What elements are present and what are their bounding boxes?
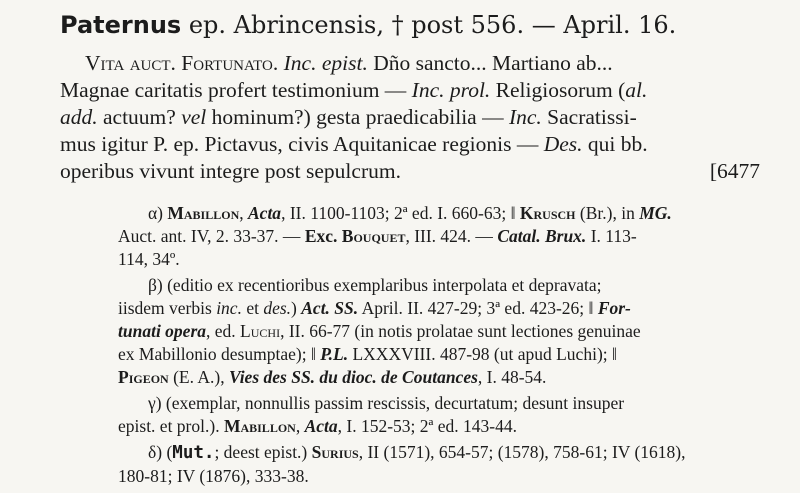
entry-heading [60,10,676,40]
incipit-label: Inc. [508,105,542,129]
text-span: actuum? [97,105,182,129]
text-span: , [295,416,305,436]
text-span: α) [148,203,168,223]
text-span: , II (1571), 654-57; (1578), 758-61; IV (1618), [358,442,686,462]
text-span: ; deest epist.) [214,442,312,462]
ref-line [118,274,758,297]
edition-beta [118,274,758,389]
incipit-label: Inc. epist. [283,51,368,75]
text-span: et [241,298,264,318]
vita-line-1 [60,50,760,77]
work-title: For- [597,298,631,318]
ref-line [118,415,758,438]
text-span: mus igitur P. ep. Pictavus, civis Aquitanicae regionis — [60,132,544,156]
text-span: add. [60,105,98,129]
vita-line-5 [60,158,760,185]
work-title: Acta [304,416,338,436]
text-span: 114, 34º. [118,249,180,269]
ref-line [118,392,758,415]
text-span: des. [263,298,292,318]
text-span: vel [181,105,207,129]
author-name: Bouquet [341,226,406,246]
text-span: , I. 48-54. [477,367,547,387]
vita-line-4 [60,131,760,158]
ref-line [118,366,758,389]
ref-line [118,441,758,465]
text-span: al. [625,78,648,102]
author-name: Mabillon [223,416,296,436]
text-span: Sacratissi- [541,105,637,129]
text-span: Dño sancto... Martiano ab... [367,51,613,75]
text-span: , [239,203,248,223]
edition-gamma [118,392,758,438]
desinit-label: Des. [543,132,583,156]
text-span: Magnae caritatis profert testimonium — [60,78,412,102]
text-span: Religiosorum ( [490,78,626,102]
ref-line [118,297,758,320]
text-span: inc. [216,298,242,318]
text-span: 180-81; IV (1876), 333-38. [118,466,309,486]
text-span: operibus vivunt integre post sepulcrum. [60,159,401,183]
text-span: γ) (exemplar, nonnullis passim rescissis, decurtatum; desunt insuper [148,393,625,413]
heading-details: ep. Abrincensis, † post 556. — April. 16. [181,11,677,39]
text-span: ex Mabillonio desumptae); ‖ [118,344,321,364]
text-span: , II. 1100-1103; 2ª ed. I. 660-63; ‖ [281,203,520,223]
author-name: Luchi [240,321,281,341]
text-span: δ) ( [148,442,173,462]
text-span: ) [291,298,302,318]
text-span: (Br.), in [575,203,640,223]
ref-line [118,225,758,248]
text-span: hominum?) gesta praedicabilia — [206,105,509,129]
text-span: April. II. 427-29; 3ª ed. 423-26; ‖ [358,298,598,318]
abbrev-mut: Mut. [172,443,215,463]
text-span: I. 113- [586,226,637,246]
bhl-number: [6477 [709,159,760,183]
text-span: , III. 424. — [405,226,498,246]
edition-delta [118,441,758,488]
work-title: Vies des SS. du dioc. de Coutances [228,367,478,387]
work-title: Catal. Brux. [497,226,587,246]
vita-paragraph [60,50,760,185]
ref-line [118,320,758,343]
incipit-label: Inc. prol. [411,78,491,102]
ref-line [118,465,758,488]
text-span: iisdem verbis [118,298,217,318]
author-name: Mabillon [167,203,240,223]
text-span: epist. et prol.). [118,416,224,436]
editions-list [118,202,758,491]
work-title: tunati opera [118,321,207,341]
saint-name: Paternus [60,11,182,39]
ref-line [118,248,758,271]
text-span: (E. A.), [168,367,229,387]
text-span: Exc. [304,226,338,246]
work-title: Act. SS. [301,298,359,318]
edition-alpha [118,202,758,271]
text-span: Auct. ant. IV, 2. 33-37. — [118,226,305,246]
author-name: Pigeon [118,367,169,387]
work-title: MG. [639,203,672,223]
author-name: Surius [311,442,359,462]
author-name: Krusch [519,203,576,223]
ref-line [118,202,758,225]
work-title: P.L. [320,344,349,364]
vita-line-3 [60,104,760,131]
text-span: , I. 152-53; 2ª ed. 143-44. [337,416,517,436]
work-title: Acta [248,203,282,223]
text-span: , II. 66-77 (in notis prolatae sunt lectiones genuinae [280,321,641,341]
text-span: LXXXVIII. 487-98 (ut apud Luchi); ‖ [348,344,617,364]
text-span: qui bb. [582,132,648,156]
ref-line [118,343,758,366]
text-span: , ed. [206,321,241,341]
vita-line-2 [60,77,760,104]
vita-title: Vita auct. Fortunato. [85,51,279,75]
text-span: β) (editio ex recentioribus exemplaribus interpolata et depravata; [148,275,602,295]
